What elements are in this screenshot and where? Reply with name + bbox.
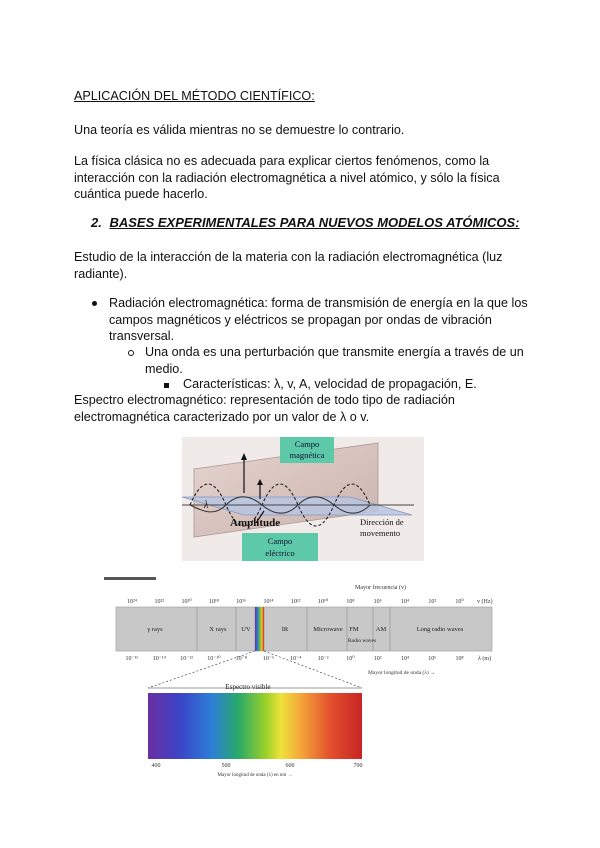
frequency-tick: 10⁸ — [346, 599, 355, 605]
wavelength-tick: 10² — [373, 656, 382, 662]
frequency-tick: 10⁴ — [400, 599, 410, 605]
wavelength-tick: 10⁶ — [428, 656, 437, 662]
bullet-1 — [109, 295, 528, 345]
bullet-2-line: medio. — [145, 361, 183, 376]
wavelength-tick: 10⁻¹⁴ — [152, 656, 166, 662]
wavelength-tick: 10⁰ — [346, 656, 355, 662]
wavelength-tick: 10⁻¹⁰ — [207, 656, 221, 662]
frequency-ticks — [127, 598, 464, 605]
paragraph-2-line: cuántica puede hacerlo. — [74, 187, 208, 202]
paragraph-4 — [74, 392, 455, 425]
section-title: BASES EXPERIMENTALES PARA NUEVOS MODELOS ATÓMICOS: — [109, 215, 520, 230]
bullet-3: Características: λ, v, A, velocidad de propagación, E. — [183, 377, 477, 391]
bullet-2 — [145, 344, 524, 377]
figure-crop-mark — [104, 577, 156, 580]
direccion-label: movemento — [360, 528, 401, 538]
radio-waves-label: Radio waves — [347, 638, 377, 644]
band-label: γ rays — [147, 626, 163, 633]
page-heading: APLICACIÓN DEL MÉTODO CIENTÍFICO: — [74, 89, 315, 103]
bullet-2-line: Una onda es una perturbación que transmite energía a través de un — [145, 345, 524, 359]
paragraph-3-line: Estudio de la interacción de la materia con la radiación electromagnética (luz — [74, 250, 503, 264]
wavelength-tick: 10⁻⁴ — [290, 656, 302, 662]
band-label: AM — [375, 626, 387, 633]
direccion-label: Dirección de — [360, 517, 404, 527]
band-label: FM — [349, 626, 359, 633]
section-heading — [91, 215, 519, 230]
band-label: IR — [281, 626, 289, 633]
paragraph-4-line: Espectro electromagnético: representación de todo tipo de radiación — [74, 393, 455, 407]
visible-band-strip — [255, 607, 264, 651]
band-label: Microwave — [313, 626, 343, 633]
wavelength-tick: 10⁻¹⁶ — [125, 656, 139, 662]
paragraph-1: Una teoría es válida mientras no se demuestre lo contrario. — [74, 123, 405, 137]
paragraph-3 — [74, 249, 502, 282]
visible-tick: 500 — [221, 763, 231, 769]
visible-tick: 400 — [151, 763, 161, 769]
frequency-tick: 10¹² — [290, 599, 301, 605]
visible-spectrum-gradient — [148, 693, 362, 759]
em-spectrum-figure — [100, 573, 500, 783]
paragraph-4-line: electromagnética caracterizado por un valor de λ o v. — [74, 409, 370, 424]
wavelength-tick: 10⁴ — [400, 656, 410, 662]
frequency-tick: 10¹⁸ — [208, 599, 219, 605]
bottom-wavelength-label: Mayor longitud de onda (λ) → — [368, 670, 436, 676]
wavelength-tick: 10⁸ — [455, 656, 464, 662]
em-wave-figure — [182, 437, 424, 561]
bullet-circle — [128, 350, 134, 356]
section-number: 2. — [91, 215, 102, 230]
frequency-tick: 10¹⁶ — [236, 599, 247, 605]
frequency-tick: 10¹⁴ — [263, 599, 274, 605]
visible-axis-label: Mayor longitud de onda (λ) en nm → — [217, 773, 293, 778]
wavelength-tick: 10⁻⁶ — [262, 656, 275, 662]
frequency-unit: v (Hz) — [477, 599, 493, 605]
band-label: Long radio waves — [416, 626, 464, 633]
paragraph-2 — [74, 153, 500, 203]
visible-tick: 600 — [285, 763, 295, 769]
paragraph-2-line: interacción con la radiación electromagnética a nivel atómico, y sólo la física — [74, 170, 500, 185]
campo-magnetico-label: magnética — [289, 450, 325, 460]
frequency-tick: 10²⁰ — [181, 599, 192, 605]
bullet-1-line: campos magnéticos y eléctricos se propagan por ondas de vibración — [109, 312, 492, 327]
bullet-square — [164, 383, 169, 388]
lambda-symbol: λ — [204, 500, 209, 511]
visible-spectrum-title: Espectro visible — [225, 683, 271, 691]
bullet-1-line: Radiación electromagnética: forma de transmisión de energía en la que los — [109, 296, 528, 310]
wavelength-tick: 10⁻² — [317, 656, 329, 662]
visible-ticks — [152, 763, 363, 769]
campo-electrico-label: eléctrico — [265, 548, 295, 558]
visible-tick: 700 — [353, 763, 363, 769]
wavelength-tick: 10⁻⁸ — [235, 656, 247, 662]
paragraph-3-line: radiante). — [74, 266, 128, 281]
bullet-1-line: transversal. — [109, 329, 175, 344]
campo-electrico-label: Campo — [267, 536, 293, 546]
campo-magnetico-label: Campo — [294, 439, 320, 449]
top-frequency-label: Mayor frecuencia (v) — [355, 585, 406, 591]
frequency-tick: 10²² — [154, 599, 165, 605]
wavelength-tick: 10⁻¹² — [180, 656, 193, 662]
wavelength-ticks — [125, 655, 463, 662]
frequency-tick: 10²⁴ — [127, 599, 137, 605]
bullet-disc — [92, 301, 97, 306]
amplitude-label: Amplitude — [230, 517, 281, 529]
paragraph-2-line: La física clásica no es adecuada para explicar ciertos fenómenos, como la — [74, 154, 490, 168]
wavelength-unit: λ (m) — [478, 656, 492, 662]
frequency-tick: 10² — [428, 599, 437, 605]
frequency-tick: 10⁰ — [455, 599, 464, 605]
frequency-tick: 10⁶ — [373, 599, 382, 605]
band-label: UV — [241, 626, 251, 633]
band-label: X rays — [209, 626, 227, 633]
frequency-tick: 10¹⁰ — [317, 599, 329, 605]
